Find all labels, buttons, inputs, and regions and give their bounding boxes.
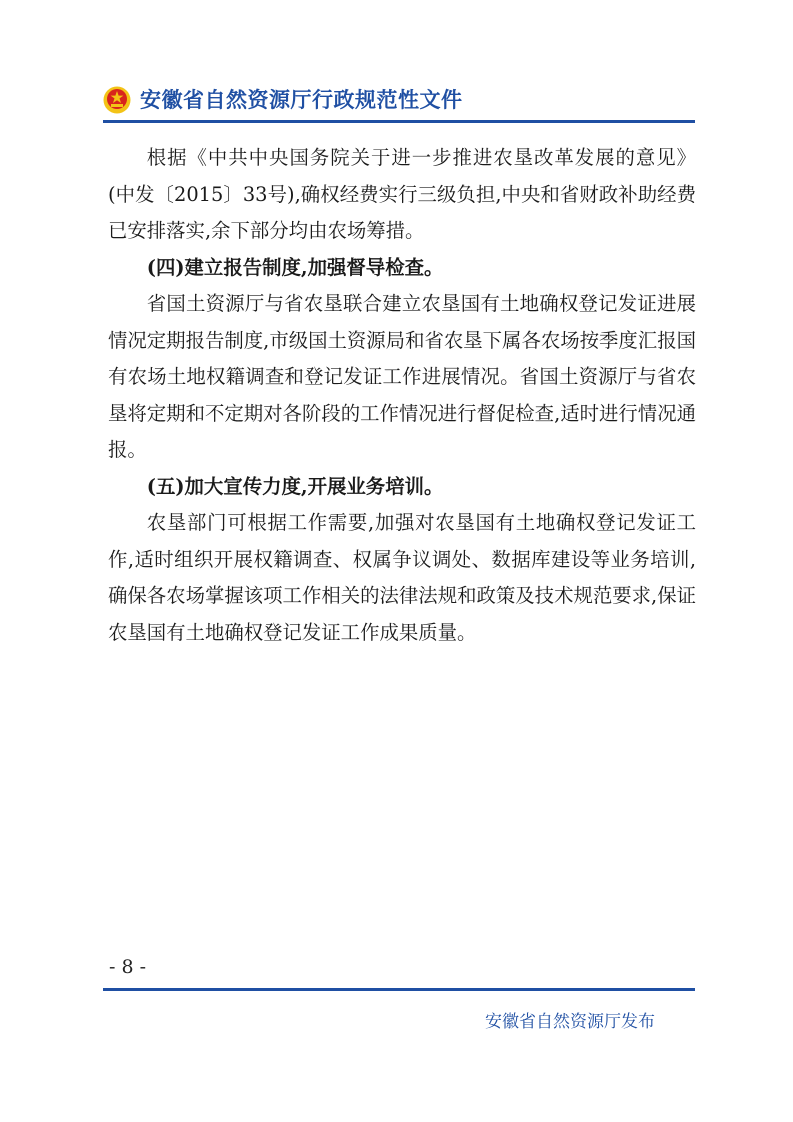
section-heading: (四)建立报告制度,加强督导检查。 [146,255,444,279]
body-paragraph: 农垦部门可根据工作需要,加强对农垦国有土地确权登记发证工作,适时组织开展权籍调查、权属争议调处、数据库建设等业务培训,确保各农场掌握该项工作相关的法律法规和政策及技术规范要求,保证农垦国有土地确权登记发证工作成果质量。 [108,511,696,644]
header-divider [103,120,695,123]
national-emblem-icon [103,86,131,114]
footer-divider [103,988,695,991]
body-paragraph: 根据《中共中央国务院关于进一步推进农垦改革发展的意见》(中发〔2015〕33号),确权经费实行三级负担,中央和省财政补助经费已安排落实,余下部分均由农场筹措。 [108,146,696,242]
body-paragraph: 省国土资源厅与省农垦联合建立农垦国有土地确权登记发证进展情况定期报告制度,市级国土资源局和省农垦下属各农场按季度汇报国有农场土地权籍调查和登记发证工作进展情况。省国土资源厅与省农垦将定期和不定期对各阶段的工作情况进行督促检查,适时进行情况通报。 [108,292,696,461]
page-number: - 8 - [109,956,147,978]
section-heading: (五)加大宣传力度,开展业务培训。 [146,474,444,498]
header-title: 安徽省自然资源厅行政规范性文件 [140,88,463,112]
document-body [108,140,696,651]
footer-publisher: 安徽省自然资源厅发布 [485,1012,655,1032]
document-header [103,84,695,124]
